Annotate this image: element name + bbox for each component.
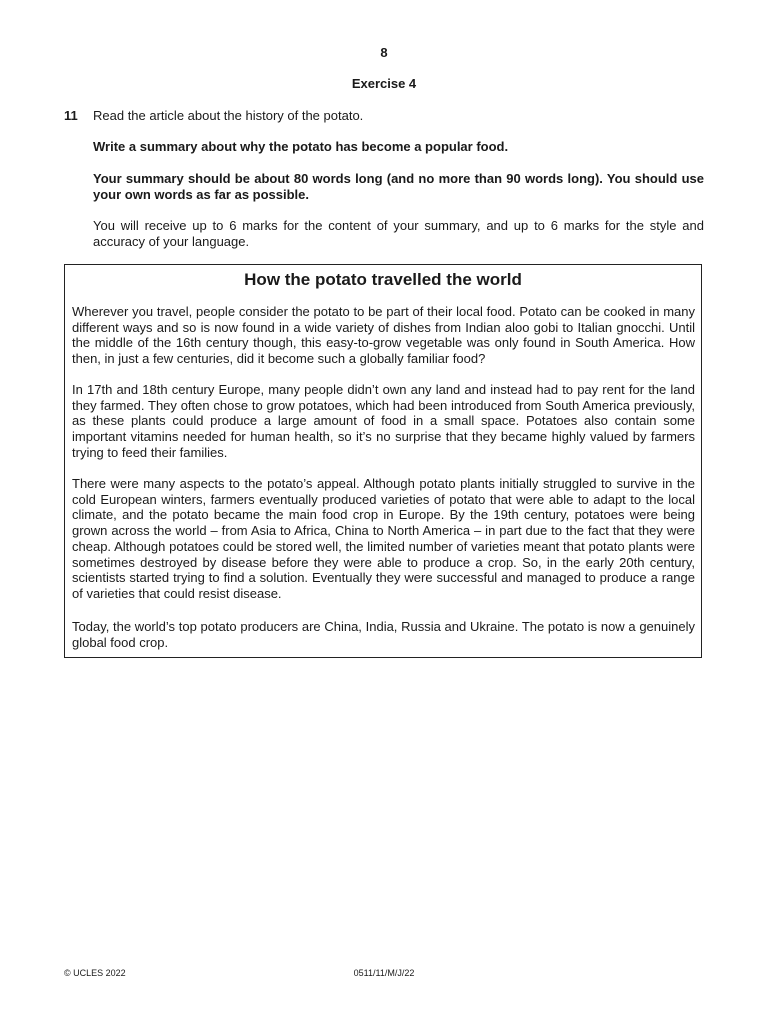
footer-copyright: © UCLES 2022 [64,968,126,978]
question-intro: Read the article about the history of the potato. [93,108,364,123]
question-task: Write a summary about why the potato has become a popular food. [93,139,509,154]
footer-paper-code: 0511/11/M/J/22 [353,968,415,978]
exercise-title: Exercise 4 [351,76,417,91]
question-length-instruction: Your summary should be about 80 words long (and no more than 90 words long). You should use your own words as far as possible. [93,171,704,202]
article-paragraph-3: There were many aspects to the potato’s appeal. Although potato plants initially struggled to survive in the cold European winters, farmers eventually produced varieties of potato that were able to adapt to the local climate, and the potato became the main food crop in Europe. By the 19th century, potatoes were being grown across the world – from Asia to Africa, China to North America – in part due to the fact that they were cheap. Although potatoes could be stored well, the limited number of varieties meant that potato plants were sometimes destroyed by disease before they were able to produce a crop. So, in the early 20th century, scientists started trying to find a solution. Eventually they were successful and managed to produce a range of varieties that could resist disease. [72,476,695,601]
article-paragraph-4: Today, the world’s top potato producers are China, India, Russia and Ukraine. The potato is now a genuinely global food crop. [72,619,695,650]
question-marks-info: You will receive up to 6 marks for the content of your summary, and up to 6 marks for the style and accuracy of your language. [93,218,704,249]
article-box [64,264,702,658]
page-number: 8 [380,45,388,60]
article-title: How the potato travelled the world [244,270,522,289]
article-paragraph-2: In 17th and 18th century Europe, many people didn’t own any land and instead had to pay rent for the land they farmed. They often chose to grow potatoes, which had been introduced from South America previously, as these plants could produce a large amount of food in a small space. Potatoes also contain some important vitamins needed for human health, so it’s no surprise that they became highly valued by farmers trying to feed their families. [72,382,695,460]
article-paragraph-1: Wherever you travel, people consider the potato to be part of their local food. Potato can be cooked in many different ways and so is now found in a wide variety of dishes from Indian aloo gobi to Italian gnocchi. Until the middle of the 16th century though, this easy-to-grow vegetable was only found in South America. How then, in just a few centuries, did it become such a globally familiar food? [72,304,695,367]
question-number: 11 [64,108,78,123]
